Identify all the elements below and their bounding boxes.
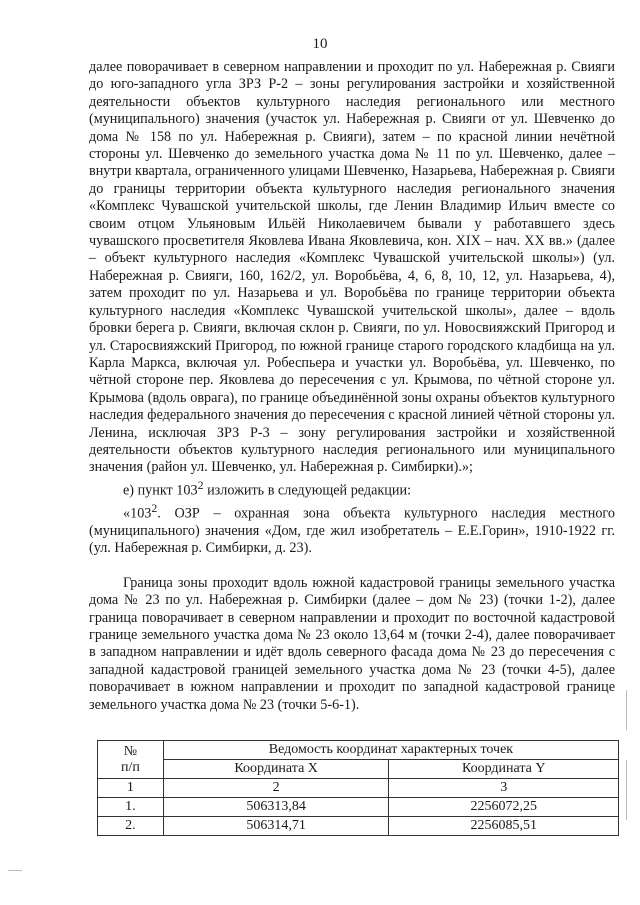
table-cell: 3 [389, 779, 619, 798]
item-e-superscript: 2 [197, 477, 204, 492]
scan-edge-mark [8, 870, 22, 871]
item-103-superscript: 2 [151, 500, 158, 515]
item-103-suffix: . ОЗР – охранная зона объекта культурного наследия местного (муниципального) значения «Дом, где жил изобретатель – Е.Е.Горин», 1910-1922 гг. (ул. Набережная р. Симбирки, д. 23). [89, 505, 615, 557]
row-number-cell: 2. [98, 817, 164, 836]
x-coordinate-cell: 506313,84 [163, 798, 389, 817]
item-e-prefix: е) пункт 103 [123, 482, 198, 499]
header-number-abbr: п/п [120, 759, 140, 775]
header-number-symbol: № [123, 743, 138, 759]
header-x-cell: Координата X [163, 760, 389, 779]
header-number-cell [98, 741, 164, 779]
paragraph-item-103-2 [89, 500, 615, 558]
paragraph-item-e [89, 477, 615, 500]
header-y-cell: Координата Y [389, 760, 619, 779]
table-cell: 2 [163, 779, 389, 798]
item-e-suffix: изложить в следующей редакции: [203, 482, 412, 499]
table-cell: 1 [98, 779, 164, 798]
paragraph-zone-boundary: Граница зоны проходит вдоль южной кадастровой границы земельного участка дома № 23 по ул. Набережная р. Симбирки (далее – дом № 23) (точки 1-2), далее граница поворачивает в северном направлении и проходит по восточной кадастровой границе земельного участка дома № 23 около 13,64 м (точки 2-4), далее поворачивает в западном направлении и идёт вдоль северного фасада дома № 23 до пересечения с западной кадастровой границей земельного участка дома № 23 (точки 4-5), далее поворачивает в южном направлении и проходит по западной кадастровой границе земельного участка дома № 23 (точки 5-6-1). [89, 574, 615, 713]
header-title-cell: Ведомость координат характерных точек [163, 741, 618, 760]
y-coordinate-cell: 2256072,25 [389, 798, 619, 817]
table-row [98, 817, 619, 836]
x-coordinate-cell: 506314,71 [163, 817, 389, 836]
item-103-prefix: «103 [123, 505, 152, 522]
row-number-cell: 1. [98, 798, 164, 817]
y-coordinate-cell: 2256085,51 [389, 817, 619, 836]
table-row [98, 798, 619, 817]
scan-edge-mark [626, 690, 627, 730]
paragraph-boundary-description: далее поворачивает в северном направлении и проходит по ул. Набережная р. Свияги до юго-западного угла ЗРЗ Р-2 – зоны регулирования застройки и хозяйственной деятельности объектов культурного наследия регионального или местного (муниципального) значения (участок ул. Набережная р. Свияги от ул. Шевченко до дома № 158 по ул. Набережная р. Свияги), затем – по красной линии нечётной стороны ул. Шевченко до земельного участка дома № 11 по ул. Шевченко, далее – внутри квартала, ограниченного улицами Шевченко, Назарьева, Набережная р. Свияги до границы территории объекта культурного наследия регионального значения «Комплекс Чувашской учительской школы, где Ленин Владимир Ильич вместе со своим отцом Ульяновым Ильёй Николаевичем бывали у работавшего здесь чувашского просветителя Яковлева Ивана Яковлевича, кон. XIX – нач. XX вв.» (далее – объект культурного наследия «Комплекс Чувашской учительской школы») (ул. Набережная р. Свияги, 160, 162/2, ул. Воробьёва, 4, 6, 8, 10, 12, ул. Назарьева, 4), затем проходит по ул. Назарьева и ул. Воробьёва по границе территории объекта культурного наследия «Комплекс Чувашской учительской школы», далее – вдоль бровки берега р. Свияги, включая склон р. Свияги, по ул. Новосвияжский Пригород и ул. Старосвияжский Пригород, по южной границе старого городского кладбища на ул. Карла Маркса, включая ул. Робеспьера и участки ул. Воробьёва, ул. Шевченко, по чётной стороне пер. Яковлева до пересечения с ул. Крымова, по чётной стороне ул. Крымова (вдоль оврага), по границе объединённой зоны охраны объектов культурного наследия федерального значения до пересечения с красной линией чётной стороны ул. Ленина, исключая ЗРЗ Р-3 – зону регулирования застройки и хозяйственной деятельности объектов культурного наследия регионального или муниципального значения (район ул. Шевченко, ул. Набережная р. Симбирки).»; [89, 59, 615, 476]
page-number: 10 [312, 36, 328, 52]
column-index-row [98, 779, 619, 798]
scan-edge-mark [626, 760, 627, 820]
coordinates-table [97, 740, 619, 836]
document-body [89, 59, 615, 714]
